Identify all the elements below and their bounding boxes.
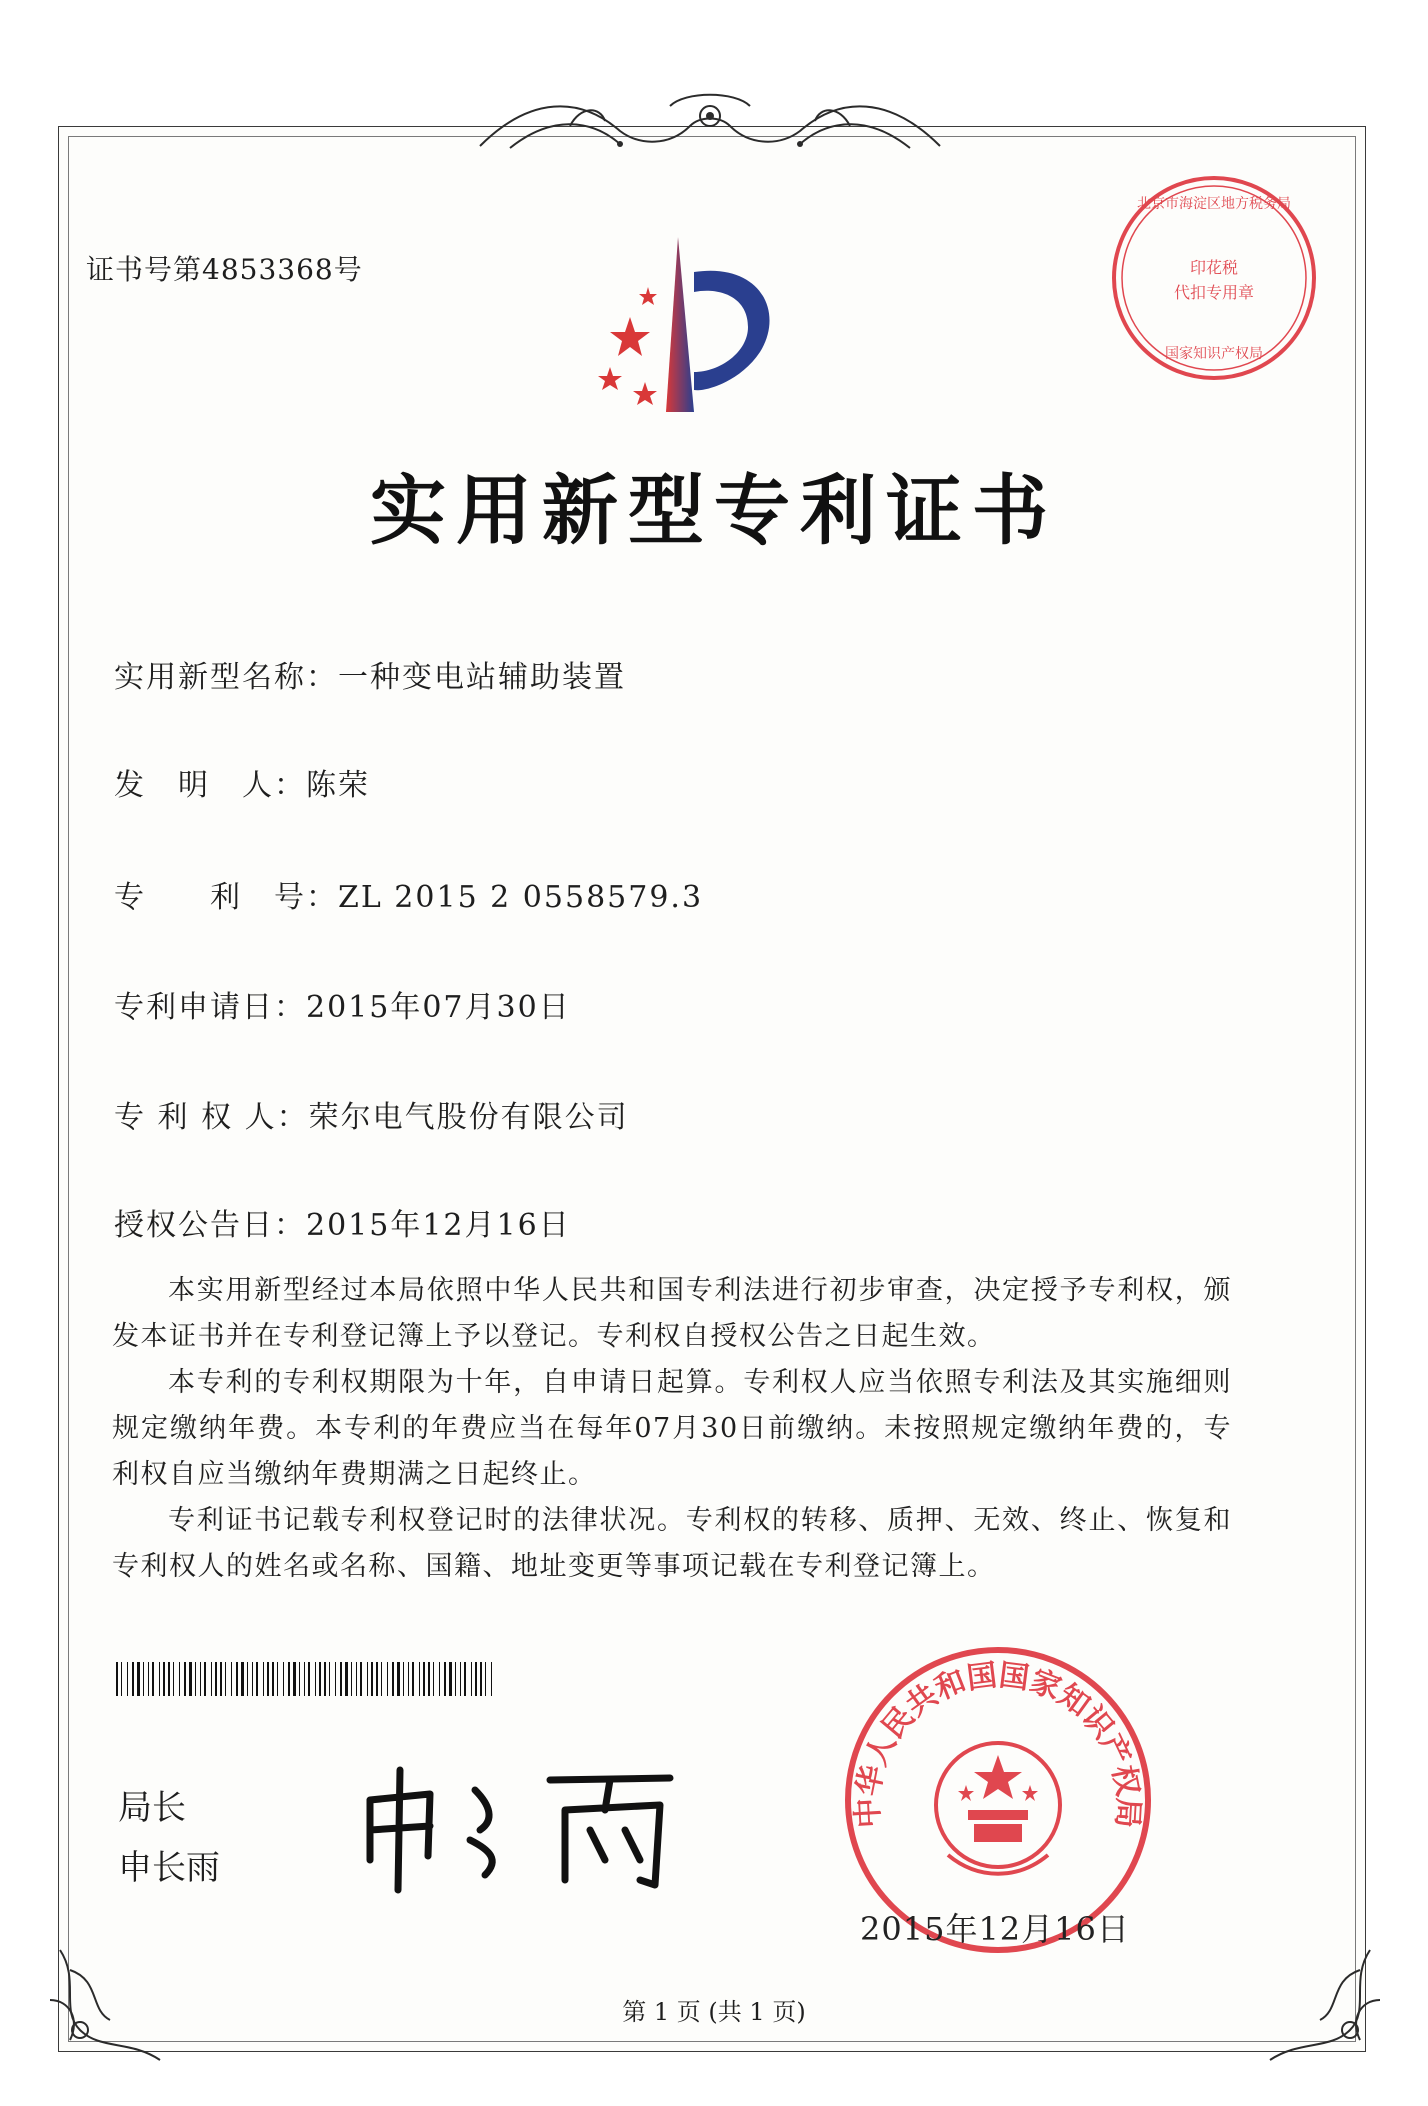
barcode-bar: [272, 1662, 274, 1696]
director-signature: [350, 1760, 710, 1900]
barcode-bar: [241, 1662, 244, 1696]
barcode-bar: [340, 1662, 342, 1696]
svg-text:中华人民共和国国家知识产权局: 中华人民共和国国家知识产权局: [850, 1657, 1146, 1829]
director-title: 局长: [118, 1788, 186, 1828]
barcode-bar: [308, 1662, 310, 1696]
barcode-bar: [143, 1662, 144, 1696]
barcode-bar: [408, 1662, 409, 1696]
barcode-bar: [376, 1662, 378, 1696]
svg-text:国家知识产权局: 国家知识产权局: [1165, 346, 1263, 362]
barcode-bar: [491, 1662, 492, 1696]
barcode-bar: [163, 1662, 165, 1696]
barcode-bar: [204, 1662, 206, 1696]
barcode: [116, 1662, 500, 1696]
director-name: 申长雨: [118, 1848, 220, 1888]
barcode-bar: [263, 1662, 264, 1696]
barcode-bar: [195, 1662, 196, 1696]
page-number: 第 1 页 (共 1 页): [622, 1998, 806, 2026]
barcode-bar: [423, 1662, 425, 1696]
barcode-bar: [485, 1662, 486, 1696]
field-application-date: [114, 982, 571, 1026]
barcode-bar: [148, 1662, 149, 1696]
barcode-bar: [444, 1662, 446, 1696]
barcode-bar: [236, 1662, 238, 1696]
field-value: ZL 2015 2 0558579.3: [338, 880, 704, 915]
field-label: 专 利 号：: [114, 880, 338, 915]
barcode-bar: [324, 1662, 326, 1696]
barcode-bar: [225, 1662, 226, 1696]
barcode-bar: [159, 1662, 160, 1696]
barcode-bar: [168, 1662, 170, 1696]
field-value: 荣尔电气股份有限公司: [308, 1100, 629, 1135]
barcode-bar: [471, 1662, 472, 1696]
patent-office-logo-icon: [570, 232, 810, 422]
field-inventor: [114, 760, 370, 804]
barcode-bar: [189, 1662, 192, 1696]
barcode-bar: [211, 1662, 212, 1696]
barcode-bar: [419, 1662, 420, 1696]
barcode-bar: [116, 1662, 118, 1696]
body-paragraph: 本实用新型经过本局依照中华人民共和国专利法进行初步审查，决定授予专利权，颁发本证书并在专利登记簿上予以登记。专利权自授权公告之日起生效。: [112, 1275, 1232, 1352]
barcode-bar: [288, 1662, 290, 1696]
barcode-bar: [184, 1662, 186, 1696]
barcode-bar: [464, 1662, 466, 1696]
top-ornament-icon: [470, 86, 950, 176]
barcode-bar: [179, 1662, 180, 1696]
barcode-bar: [277, 1662, 278, 1696]
field-value: 陈荣: [306, 768, 370, 803]
barcode-bar: [460, 1662, 461, 1696]
barcode-bar: [449, 1662, 452, 1696]
barcode-bar: [231, 1662, 232, 1696]
barcode-bar: [397, 1662, 400, 1696]
barcode-bar: [356, 1662, 357, 1696]
barcode-bar: [121, 1662, 122, 1696]
seal-date: 2015年12月16日: [860, 1910, 1130, 1948]
barcode-bar: [345, 1662, 348, 1696]
barcode-bar: [351, 1662, 352, 1696]
barcode-bar: [403, 1662, 404, 1696]
barcode-bar: [433, 1662, 434, 1696]
tax-stamp-seal: [1104, 168, 1324, 388]
barcode-bar: [315, 1662, 316, 1696]
barcode-bar: [480, 1662, 482, 1696]
barcode-bar: [455, 1662, 456, 1696]
barcode-bar: [256, 1662, 258, 1696]
field-label: 专利申请日：: [114, 990, 306, 1025]
field-label: 发 明 人：: [114, 768, 306, 803]
barcode-bar: [215, 1662, 217, 1696]
certificate-title: 实用新型专利证书: [370, 466, 1058, 555]
barcode-bar: [367, 1662, 368, 1696]
body-paragraph: 本专利的专利权期限为十年，自申请日起算。专利权人应当依照专利法及其实施细则规定缴纳年费。本专利的年费应当在每年07月30日前缴纳。未按照规定缴纳年费的，专利权自应当缴纳年费期满之日起终止。: [112, 1367, 1232, 1490]
field-patent-number: [114, 872, 703, 916]
barcode-bar: [360, 1662, 362, 1696]
barcode-bar: [200, 1662, 201, 1696]
field-label: 实用新型名称：: [114, 660, 338, 695]
barcode-bar: [329, 1662, 330, 1696]
svg-text:北京市海淀区地方税务局: 北京市海淀区地方税务局: [1137, 196, 1291, 212]
field-value: 2015年07月30日: [306, 990, 571, 1025]
barcode-bar: [439, 1662, 440, 1696]
barcode-bar: [387, 1662, 388, 1696]
barcode-bar: [132, 1662, 134, 1696]
barcode-bar: [283, 1662, 284, 1696]
svg-text:代扣专用章: 代扣专用章: [1173, 283, 1255, 302]
barcode-bar: [152, 1662, 154, 1696]
barcode-bar: [475, 1662, 477, 1696]
svg-text:印花税: 印花税: [1189, 258, 1239, 277]
barcode-bar: [319, 1662, 321, 1696]
field-label: 授权公告日：: [114, 1208, 306, 1243]
barcode-bar: [252, 1662, 253, 1696]
barcode-bar: [293, 1662, 296, 1696]
barcode-bar: [371, 1662, 373, 1696]
barcode-bar: [392, 1662, 394, 1696]
barcode-bar: [127, 1662, 128, 1696]
certificate-body: [112, 1268, 1232, 1590]
barcode-bar: [267, 1662, 269, 1696]
barcode-bar: [137, 1662, 140, 1696]
barcode-bar: [412, 1662, 414, 1696]
barcode-bar: [299, 1662, 300, 1696]
barcode-bar: [304, 1662, 305, 1696]
barcode-bar: [381, 1662, 382, 1696]
field-label: 专 利 权 人：: [114, 1100, 309, 1135]
body-paragraph: 专利证书记载专利权登记时的法律状况。专利权的转移、质押、无效、终止、恢复和专利权人的姓名或名称、国籍、地址变更等事项记载在专利登记簿上。: [112, 1505, 1232, 1582]
field-patentee: [114, 1092, 629, 1136]
barcode-bar: [173, 1662, 174, 1696]
barcode-bar: [220, 1662, 222, 1696]
certificate-number: 证书号第4853368号: [86, 253, 363, 286]
barcode-bar: [428, 1662, 430, 1696]
barcode-bar: [247, 1662, 248, 1696]
field-value: 2015年12月16日: [306, 1208, 571, 1243]
barcode-bar: [335, 1662, 336, 1696]
field-utility-model-name: [114, 652, 626, 696]
field-value: 一种变电站辅助装置: [338, 660, 626, 695]
field-grant-date: [114, 1200, 571, 1244]
